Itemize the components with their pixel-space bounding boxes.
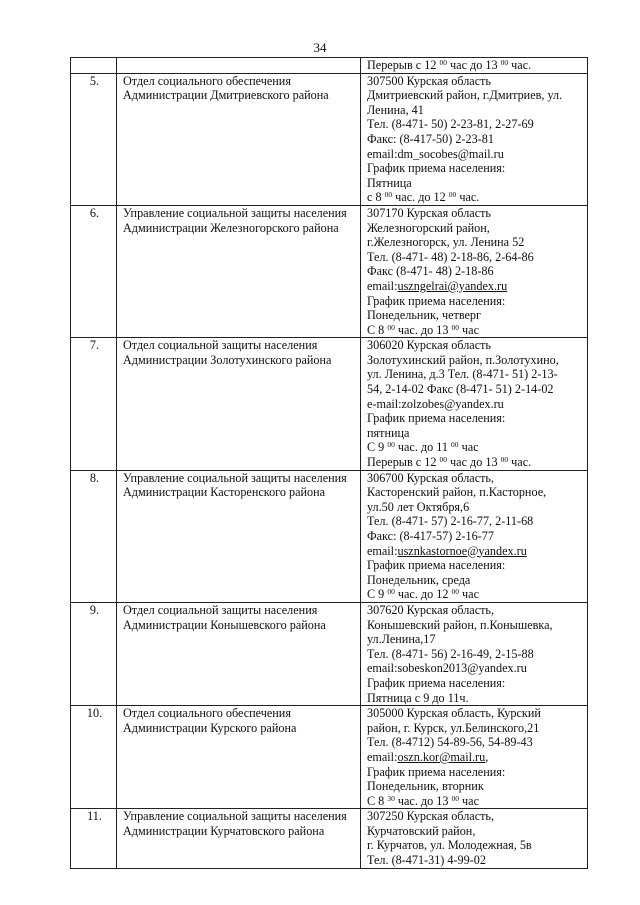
contact-line	[367, 235, 583, 250]
contact-line	[367, 426, 583, 441]
contact-line	[367, 206, 583, 221]
contact-text: час.	[508, 58, 532, 72]
contact-line	[367, 294, 583, 309]
contact-info	[361, 58, 588, 74]
contact-text: г.Железногорск, ул. Ленина 52	[367, 235, 525, 250]
contact-text: email:	[367, 543, 398, 558]
contact-text: с 8	[367, 190, 385, 205]
contact-line	[367, 161, 583, 176]
contact-text: Конышевский район, п.Конышевка,	[367, 617, 553, 632]
time-superscript: 00	[439, 454, 447, 464]
time-superscript: 00	[500, 57, 509, 67]
contact-line	[367, 514, 583, 529]
contact-text: email:dm_socobes@mail.ru	[367, 146, 504, 161]
contact-text: График приема населения:	[367, 558, 506, 573]
row-number: 8.	[71, 470, 117, 602]
time-superscript: 00	[448, 190, 457, 200]
contact-text: Тел. (8-471- 48) 2-18-86, 2-64-86	[367, 249, 534, 264]
time-superscript: 00	[387, 440, 395, 450]
contact-text: Понедельник, вторник	[367, 779, 484, 794]
contact-line	[367, 176, 583, 191]
contact-text: С 9	[367, 587, 388, 602]
time-superscript: 00	[451, 587, 459, 597]
contact-text: С 8	[367, 793, 388, 808]
contact-line	[367, 558, 583, 573]
contact-line	[367, 367, 583, 382]
contact-text: Пятница	[367, 175, 412, 190]
institution-name	[117, 338, 361, 470]
contact-line	[367, 573, 583, 588]
institution-name-text: Отдел социальной защиты населения Администрации Золотухинского района	[123, 338, 332, 367]
contact-line	[367, 308, 583, 323]
table-row	[71, 470, 588, 602]
table-row	[71, 809, 588, 868]
contact-line	[367, 382, 583, 397]
table-body	[71, 58, 588, 869]
contact-line	[367, 794, 583, 809]
contact-line	[367, 647, 583, 662]
contact-text: С 9	[367, 440, 388, 455]
institution-name	[117, 706, 361, 809]
contact-line	[367, 632, 583, 647]
institution-name	[117, 58, 361, 74]
contact-text: Тел. (8-471- 56) 2-16-49, 2-15-88	[367, 646, 534, 661]
contact-line	[367, 471, 583, 486]
contact-text: Факс (8-471- 48) 2-18-86	[367, 264, 494, 279]
contact-text: Касторенский район, п.Касторное,	[367, 485, 547, 500]
row-number: 7.	[71, 338, 117, 470]
contact-line	[367, 117, 583, 132]
contact-line	[367, 809, 583, 824]
contact-info	[361, 706, 588, 809]
contact-line	[367, 618, 583, 633]
contact-text: час до 13	[447, 455, 501, 470]
contact-line	[367, 587, 583, 602]
contact-line	[367, 735, 583, 750]
contact-line	[367, 323, 583, 338]
contact-text: email:	[367, 278, 398, 293]
contact-text: Пятница с 9 до 11ч.	[367, 690, 469, 705]
row-number: 10.	[71, 706, 117, 809]
contact-line	[367, 750, 583, 765]
contact-line	[367, 74, 583, 89]
table-row	[71, 706, 588, 809]
contact-line	[367, 103, 583, 118]
contact-line	[367, 824, 583, 839]
contact-text: 307170 Курская область	[367, 205, 491, 220]
time-superscript: 00	[384, 190, 393, 200]
contact-text: Факс: (8-417-57) 2-16-77	[367, 529, 494, 543]
contact-text: Тел. (8-471- 57) 2-16-77, 2-11-68	[367, 514, 534, 529]
contact-text: Ленина, 41	[367, 102, 424, 117]
contact-text: 306700 Курская область,	[367, 470, 495, 485]
row-number	[71, 58, 117, 74]
table-row	[71, 338, 588, 470]
contact-text: час.	[456, 190, 480, 205]
contact-text: час. до 13	[394, 322, 452, 337]
time-superscript: 00	[387, 587, 395, 597]
email-link: usznkastornoe@yandex.ru	[397, 543, 527, 558]
contact-text: Тел. (8-471-31) 4-99-02	[367, 853, 486, 868]
institution-name-text: Управление социальной защиты населения Администрации Железногорского района	[123, 205, 347, 235]
contact-line	[367, 411, 583, 426]
contact-text: 306020 Курская область	[367, 338, 491, 353]
contact-line	[367, 603, 583, 618]
contact-line	[367, 58, 583, 73]
contact-text: час	[459, 793, 479, 808]
time-superscript: 00	[500, 454, 509, 464]
table-row	[71, 73, 588, 205]
contact-text: Понедельник, четверг	[367, 308, 482, 323]
contact-line	[367, 838, 583, 853]
email-link: uszngelrai@yandex.ru	[397, 278, 508, 293]
institution-name	[117, 73, 361, 205]
contact-text: час	[459, 587, 479, 602]
page-number: 34	[313, 40, 327, 55]
contact-info	[361, 809, 588, 868]
contact-line	[367, 853, 583, 868]
table-row	[71, 205, 588, 337]
contact-text: пятница	[367, 425, 410, 440]
contact-text: 307620 Курская область,	[367, 602, 495, 617]
contact-text: Понедельник, среда	[367, 572, 471, 587]
contact-text: Курчатовский район,	[367, 823, 476, 838]
contact-text: час.	[508, 455, 532, 470]
contact-text: г. Курчатов, ул. Молодежная, 5в	[367, 838, 532, 853]
contact-info	[361, 73, 588, 205]
time-superscript: 00	[451, 440, 459, 450]
contact-line	[367, 440, 583, 455]
institution-name	[117, 809, 361, 868]
contact-text: График приема населения:	[367, 764, 506, 779]
contact-text: час	[459, 322, 479, 337]
contact-line	[367, 500, 583, 515]
contact-text: час. до 12	[394, 587, 452, 602]
contact-info	[361, 470, 588, 602]
email-link: oszn.kor@mail.ru	[397, 749, 486, 764]
contact-text: Тел. (8-471- 50) 2-23-81, 2-27-69	[367, 117, 534, 132]
table-row	[71, 58, 588, 74]
institution-name	[117, 602, 361, 705]
contact-line	[367, 485, 583, 500]
contact-text: Тел. (8-4712) 54-89-56, 54-89-43	[367, 735, 533, 750]
time-superscript: 00	[387, 322, 395, 332]
institution-name-text: Отдел социального обеспечения Администрации Дмитриевского района	[123, 73, 329, 103]
contact-text: email:	[367, 749, 398, 764]
contact-text: График приема населения:	[367, 411, 506, 426]
contact-text: ,	[485, 749, 489, 764]
row-number: 6.	[71, 205, 117, 337]
contact-line	[367, 765, 583, 780]
row-number: 5.	[71, 73, 117, 205]
contact-text: час до 13	[447, 58, 501, 72]
contact-line	[367, 279, 583, 294]
contact-line	[367, 529, 583, 544]
contact-line	[367, 250, 583, 265]
contact-line	[367, 264, 583, 279]
contact-text: Перерыв с 12	[367, 58, 440, 72]
contact-line	[367, 190, 583, 205]
contact-text: e-mail:zolzobes@yandex.ru	[367, 396, 504, 411]
contact-line	[367, 221, 583, 236]
institution-name-text: Управление социальной защиты населения Администрации Курчатовского района	[123, 809, 347, 838]
contact-text: Перерыв с 12	[367, 455, 440, 470]
contact-text: час. до 12	[392, 190, 449, 205]
contact-line	[367, 88, 583, 103]
contact-line	[367, 706, 583, 721]
contact-info	[361, 205, 588, 337]
contact-line	[367, 676, 583, 691]
contact-line	[367, 661, 583, 676]
contact-text: ул.Ленина,17	[367, 632, 436, 647]
contact-text: График приема населения:	[367, 675, 506, 690]
contact-text: Дмитриевский район, г.Дмитриев, ул.	[367, 88, 563, 103]
contact-text: С 8	[367, 322, 388, 337]
time-superscript: 30	[387, 793, 395, 803]
contact-text: График приема населения:	[367, 161, 506, 176]
contact-text: час. до 13	[394, 793, 452, 808]
contact-info	[361, 338, 588, 470]
contact-text: 307250 Курская область,	[367, 809, 495, 824]
contact-text: График приема населения:	[367, 293, 506, 308]
contact-text: ул.50 лет Октября,6	[367, 499, 470, 514]
contact-text: 305000 Курская область, Курский	[367, 706, 541, 721]
row-number: 11.	[71, 809, 117, 868]
contact-line	[367, 397, 583, 412]
contact-line	[367, 132, 583, 147]
contact-text: Железногорский район,	[367, 220, 490, 235]
institutions-table	[70, 57, 588, 869]
row-number: 9.	[71, 602, 117, 705]
contact-text: 307500 Курская область	[367, 73, 491, 88]
contact-line	[367, 691, 583, 706]
contact-line	[367, 147, 583, 162]
contact-line	[367, 353, 583, 368]
contact-text: час. до 11	[394, 440, 452, 455]
contact-text: 54, 2-14-02 Факс (8-471- 51) 2-14-02	[367, 382, 554, 397]
contact-text: ул. Ленина, д.3 Тел. (8-471- 51) 2-13-	[367, 367, 558, 382]
contact-text: час	[458, 440, 479, 455]
institution-name	[117, 470, 361, 602]
contact-text: район, г. Курск, ул.Белинского,21	[367, 720, 540, 735]
contact-text: Факс: (8-417-50) 2-23-81	[367, 131, 494, 146]
contact-line	[367, 544, 583, 559]
contact-text: email:sobeskon2013@yandex.ru	[367, 661, 527, 676]
table-row	[71, 602, 588, 705]
time-superscript: 00	[451, 322, 459, 332]
time-superscript: 00	[451, 793, 459, 803]
contact-line	[367, 455, 583, 470]
institution-name	[117, 205, 361, 337]
institution-name-text: Управление социальной защиты населения Администрации Касторенского района	[123, 470, 347, 500]
contact-info	[361, 602, 588, 705]
institution-name-text: Отдел социального обеспечения Администрации Курского района	[123, 706, 297, 735]
contact-text: Золотухинский район, п.Золотухино,	[367, 352, 559, 367]
contact-line	[367, 338, 583, 353]
contact-line	[367, 779, 583, 794]
contact-line	[367, 721, 583, 736]
institution-name-text: Отдел социальной защиты населения Администрации Конышевского района	[123, 602, 326, 632]
time-superscript: 00	[439, 57, 447, 67]
